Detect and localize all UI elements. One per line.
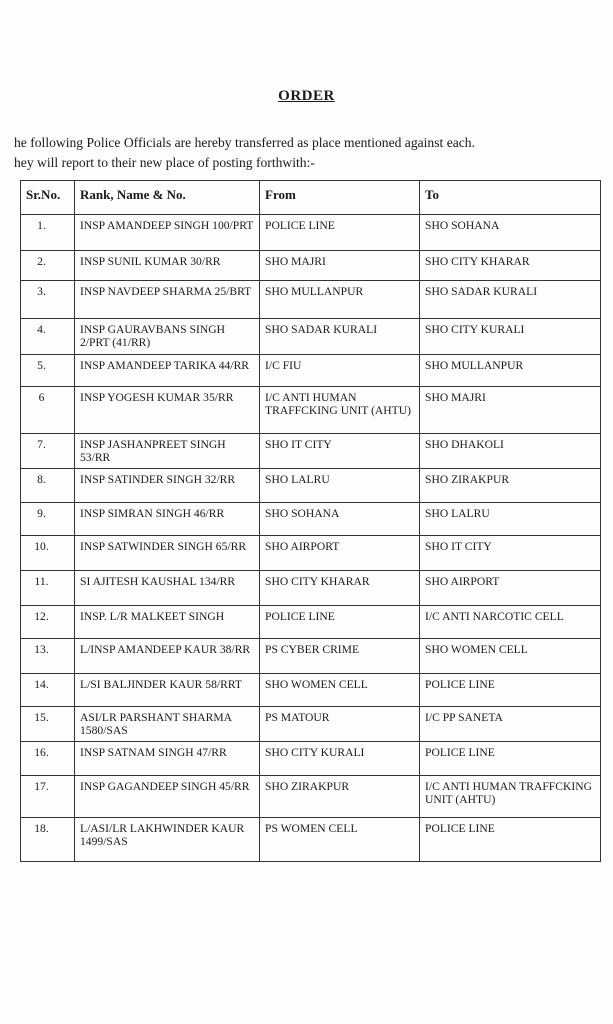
cell-from: I/C FIU: [260, 355, 420, 387]
cell-to: SHO AIRPORT: [420, 571, 601, 606]
cell-from: PS CYBER CRIME: [260, 639, 420, 674]
cell-rank-name-no: INSP YOGESH KUMAR 35/RR: [75, 387, 260, 434]
transfer-table: [20, 180, 601, 862]
cell-from: SHO MAJRI: [260, 251, 420, 281]
cell-sr-no: 9.: [21, 503, 75, 536]
cell-sr-no: 8.: [21, 469, 75, 503]
cell-sr-no: 18.: [21, 818, 75, 862]
cell-rank-name-no: INSP SIMRAN SINGH 46/RR: [75, 503, 260, 536]
cell-from: SHO SOHANA: [260, 503, 420, 536]
intro-line-2: hey will report to their new place of posting forthwith:-: [14, 155, 315, 170]
cell-to: SHO LALRU: [420, 503, 601, 536]
cell-to: SHO ZIRAKPUR: [420, 469, 601, 503]
cell-sr-no: 4.: [21, 319, 75, 355]
table-row: [21, 639, 601, 674]
cell-rank-name-no: L/SI BALJINDER KAUR 58/RRT: [75, 674, 260, 707]
cell-sr-no: 16.: [21, 742, 75, 776]
table-row: [21, 606, 601, 639]
cell-from: POLICE LINE: [260, 215, 420, 251]
cell-from: SHO CITY KURALI: [260, 742, 420, 776]
cell-rank-name-no: INSP SUNIL KUMAR 30/RR: [75, 251, 260, 281]
cell-rank-name-no: INSP NAVDEEP SHARMA 25/BRT: [75, 281, 260, 319]
cell-sr-no: 1.: [21, 215, 75, 251]
cell-from: SHO SADAR KURALI: [260, 319, 420, 355]
cell-from: SHO AIRPORT: [260, 536, 420, 571]
cell-from: SHO IT CITY: [260, 434, 420, 469]
cell-to: SHO MULLANPUR: [420, 355, 601, 387]
cell-sr-no: 6: [21, 387, 75, 434]
cell-from: SHO CITY KHARAR: [260, 571, 420, 606]
cell-rank-name-no: INSP JASHANPREET SINGH 53/RR: [75, 434, 260, 469]
cell-from: SHO MULLANPUR: [260, 281, 420, 319]
cell-from: POLICE LINE: [260, 606, 420, 639]
cell-from: I/C ANTI HUMAN TRAFFCKING UNIT (AHTU): [260, 387, 420, 434]
cell-rank-name-no: SI AJITESH KAUSHAL 134/RR: [75, 571, 260, 606]
table-row: [21, 707, 601, 742]
table-row: [21, 434, 601, 469]
cell-to: SHO CITY KURALI: [420, 319, 601, 355]
cell-from: SHO WOMEN CELL: [260, 674, 420, 707]
cell-sr-no: 5.: [21, 355, 75, 387]
cell-sr-no: 10.: [21, 536, 75, 571]
cell-rank-name-no: INSP AMANDEEP SINGH 100/PRT: [75, 215, 260, 251]
cell-to: I/C ANTI HUMAN TRAFFCKING UNIT (AHTU): [420, 776, 601, 818]
header-sr-no: Sr.No.: [21, 181, 75, 215]
cell-to: SHO IT CITY: [420, 536, 601, 571]
cell-to: SHO DHAKOLI: [420, 434, 601, 469]
cell-from: PS WOMEN CELL: [260, 818, 420, 862]
table-header-row: [21, 181, 601, 215]
header-rank-name-no: Rank, Name & No.: [75, 181, 260, 215]
cell-to: POLICE LINE: [420, 742, 601, 776]
cell-to: SHO SOHANA: [420, 215, 601, 251]
table-row: [21, 319, 601, 355]
cell-from: PS MATOUR: [260, 707, 420, 742]
cell-to: POLICE LINE: [420, 674, 601, 707]
cell-to: SHO CITY KHARAR: [420, 251, 601, 281]
table-row: [21, 674, 601, 707]
cell-rank-name-no: INSP SATNAM SINGH 47/RR: [75, 742, 260, 776]
cell-rank-name-no: L/ASI/LR LAKHWINDER KAUR 1499/SAS: [75, 818, 260, 862]
table-row: [21, 251, 601, 281]
cell-rank-name-no: L/INSP AMANDEEP KAUR 38/RR: [75, 639, 260, 674]
table-row: [21, 571, 601, 606]
table-row: [21, 503, 601, 536]
table-row: [21, 469, 601, 503]
cell-rank-name-no: INSP SATINDER SINGH 32/RR: [75, 469, 260, 503]
cell-sr-no: 2.: [21, 251, 75, 281]
cell-sr-no: 17.: [21, 776, 75, 818]
table-row: [21, 355, 601, 387]
cell-rank-name-no: INSP GAGANDEEP SINGH 45/RR: [75, 776, 260, 818]
intro-line-1: he following Police Officials are hereby transferred as place mentioned against each.: [14, 135, 475, 150]
cell-rank-name-no: INSP SATWINDER SINGH 65/RR: [75, 536, 260, 571]
cell-from: SHO ZIRAKPUR: [260, 776, 420, 818]
intro-paragraph: [14, 133, 604, 173]
cell-sr-no: 7.: [21, 434, 75, 469]
cell-to: I/C PP SANETA: [420, 707, 601, 742]
cell-from: SHO LALRU: [260, 469, 420, 503]
order-title: ORDER: [278, 88, 335, 104]
table-row: [21, 215, 601, 251]
table-row: [21, 776, 601, 818]
cell-rank-name-no: ASI/LR PARSHANT SHARMA 1580/SAS: [75, 707, 260, 742]
table-row: [21, 536, 601, 571]
cell-rank-name-no: INSP AMANDEEP TARIKA 44/RR: [75, 355, 260, 387]
cell-to: SHO SADAR KURALI: [420, 281, 601, 319]
cell-sr-no: 15.: [21, 707, 75, 742]
cell-to: SHO MAJRI: [420, 387, 601, 434]
header-to: To: [420, 181, 601, 215]
table-row: [21, 742, 601, 776]
table-row: [21, 281, 601, 319]
cell-to: SHO WOMEN CELL: [420, 639, 601, 674]
table-row: [21, 818, 601, 862]
header-from: From: [260, 181, 420, 215]
cell-sr-no: 13.: [21, 639, 75, 674]
cell-to: POLICE LINE: [420, 818, 601, 862]
table-row: [21, 387, 601, 434]
cell-sr-no: 12.: [21, 606, 75, 639]
cell-sr-no: 14.: [21, 674, 75, 707]
cell-to: I/C ANTI NARCOTIC CELL: [420, 606, 601, 639]
cell-rank-name-no: INSP GAURAVBANS SINGH 2/PRT (41/RR): [75, 319, 260, 355]
cell-sr-no: 11.: [21, 571, 75, 606]
cell-rank-name-no: INSP. L/R MALKEET SINGH: [75, 606, 260, 639]
cell-sr-no: 3.: [21, 281, 75, 319]
